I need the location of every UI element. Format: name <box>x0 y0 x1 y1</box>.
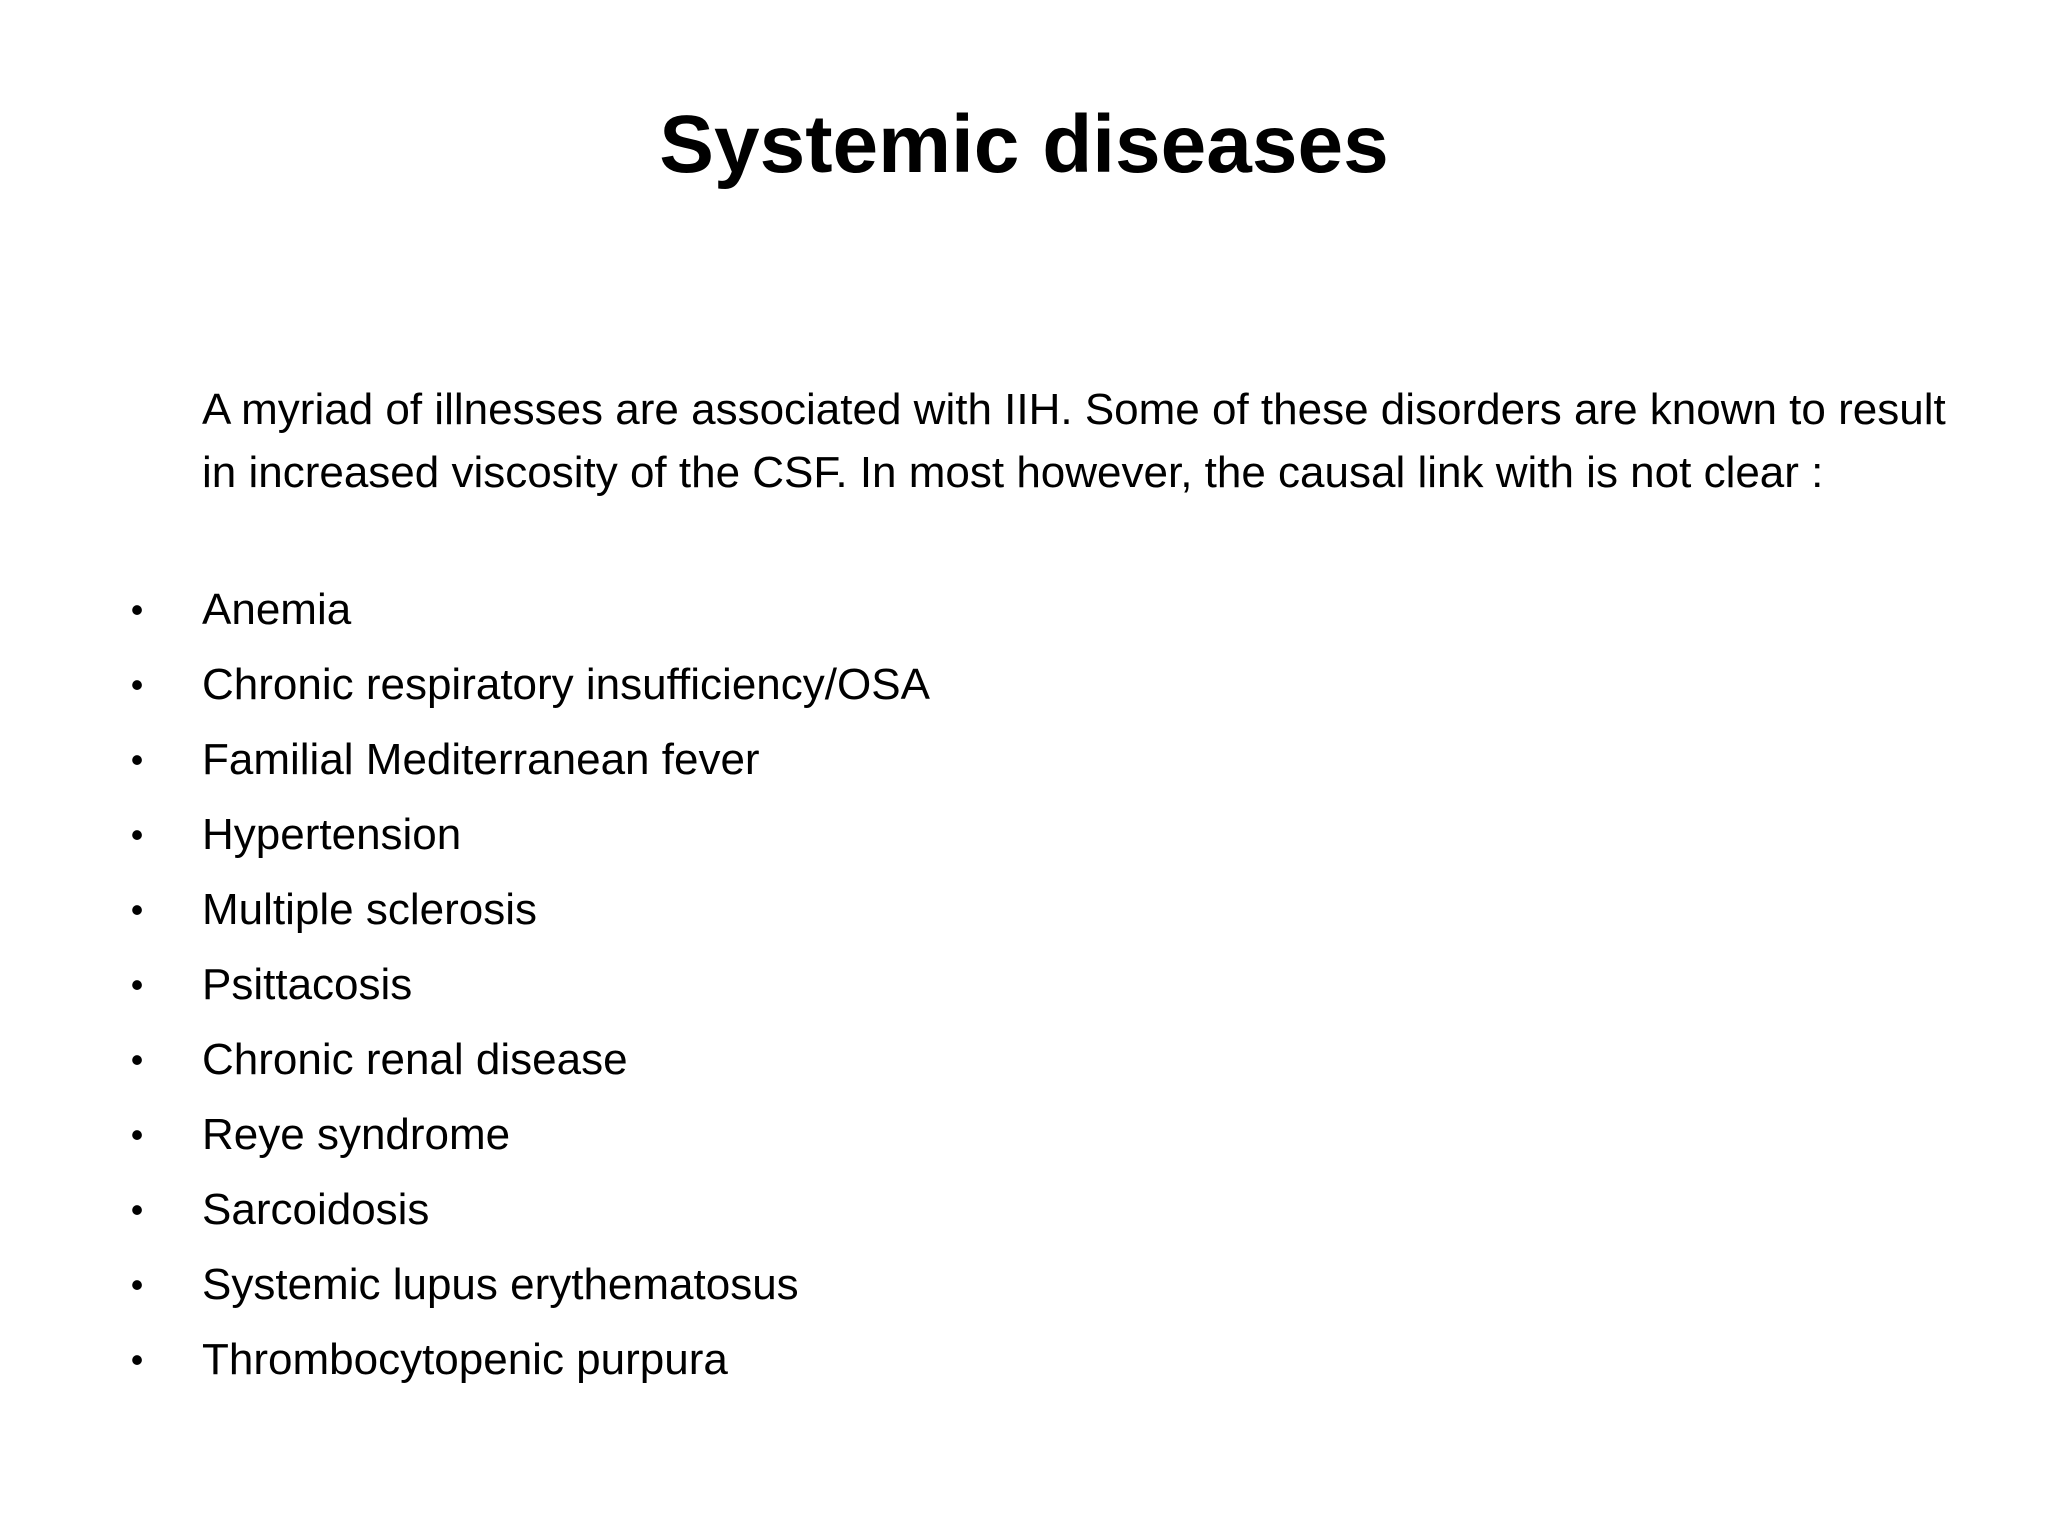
list-item-text: Sarcoidosis <box>202 1185 430 1234</box>
intro-paragraph: A myriad of illnesses are associated with IIH. Some of these disorders are known to result in increased viscosity of the CSF. In most however, the causal link with is not clear : <box>202 385 1946 497</box>
slide-title: Systemic diseases <box>659 99 1389 190</box>
bullet-icon: • <box>130 1114 144 1155</box>
list-item-text: Thrombocytopenic purpura <box>202 1335 728 1384</box>
bullet-icon: • <box>130 589 144 630</box>
list-item-text: Hypertension <box>202 810 462 859</box>
bullet-icon: • <box>130 1339 144 1380</box>
list-item <box>0 1028 2048 1103</box>
list-item <box>0 1178 2048 1253</box>
list-item-text: Chronic respiratory insufficiency/OSA <box>202 660 930 709</box>
list-item-text: Familial Mediterranean fever <box>202 735 760 784</box>
list-item-text: Systemic lupus erythematosus <box>202 1260 799 1309</box>
bullet-icon: • <box>130 664 144 705</box>
list-item-text: Multiple sclerosis <box>202 885 537 934</box>
list-item <box>0 953 2048 1028</box>
list-item <box>0 1328 2048 1403</box>
bullet-icon: • <box>130 814 144 855</box>
list-item <box>0 653 2048 728</box>
bullet-icon: • <box>130 1189 144 1230</box>
list-item-text: Psittacosis <box>202 960 413 1009</box>
list-item <box>0 1253 2048 1328</box>
disease-list <box>0 578 2048 1403</box>
bullet-icon: • <box>130 964 144 1005</box>
list-item-text: Anemia <box>202 585 352 634</box>
list-item-text: Reye syndrome <box>202 1110 511 1159</box>
list-item <box>0 803 2048 878</box>
list-item <box>0 1103 2048 1178</box>
bullet-icon: • <box>130 1264 144 1305</box>
list-item <box>0 878 2048 953</box>
list-item-text: Chronic renal disease <box>202 1035 628 1084</box>
bullet-icon: • <box>130 739 144 780</box>
bullet-icon: • <box>130 889 144 930</box>
list-item <box>0 728 2048 803</box>
bullet-icon: • <box>130 1039 144 1080</box>
list-item <box>0 578 2048 653</box>
